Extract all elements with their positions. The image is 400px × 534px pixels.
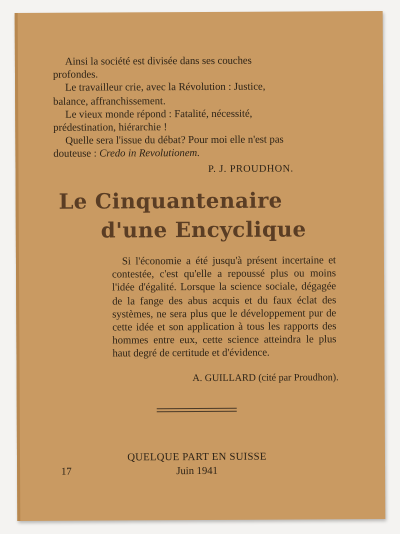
quote-block xyxy=(112,254,337,361)
quote-signature: A. GUILLARD (cité par Proudhon). xyxy=(192,372,339,385)
quote-text: Si l'économie a été jusqu'à présent incertaine et contestée, c'est qu'elle a repoussé plus ou moins l'idée d'égalité. Lorsque la science sociale, dégagée de la fange des abus acquis et du faux éclat des systèmes, ne sera plus que le développement pur de cette idée et son application à tous les rapports des hommes entre eux, cette science atteindra le plus haut degré de certitude et d'évidence. xyxy=(112,255,337,360)
title-line-1: Le Cinquantenaire xyxy=(58,187,283,214)
epigraph-signature: P. J. PROUDHON. xyxy=(208,163,294,175)
epigraph-paragraph-3: Le vieux monde répond : Fatalité, nécessité, prédestination, hiérarchie ! xyxy=(53,108,253,134)
divider-rule-bottom xyxy=(157,411,237,412)
publication-date: Juin 1941 xyxy=(176,465,218,478)
booklet-cover xyxy=(15,11,386,521)
divider-rule-top xyxy=(157,408,237,409)
epigraph xyxy=(53,55,290,162)
epigraph-latin-phrase: Credo in Revolutionem. xyxy=(99,148,200,160)
publication-place: QUELQUE PART EN SUISSE xyxy=(127,451,267,464)
spine-edge xyxy=(15,13,21,521)
epigraph-paragraph-2: Le travailleur crie, avec la Révolution : Justice, balance, affranchissement. xyxy=(53,82,266,108)
title-line-2: d'une Encyclique xyxy=(100,216,307,243)
epigraph-paragraph-4-text: Quelle sera l'issue du débat? Pour moi elle n'est pas douteuse : xyxy=(53,134,284,161)
epigraph-paragraph-1: Ainsi la société est divisée dans ses couches profondes. xyxy=(52,55,252,81)
epigraph-paragraph-4 xyxy=(53,134,289,162)
page-number: 17 xyxy=(61,466,72,478)
